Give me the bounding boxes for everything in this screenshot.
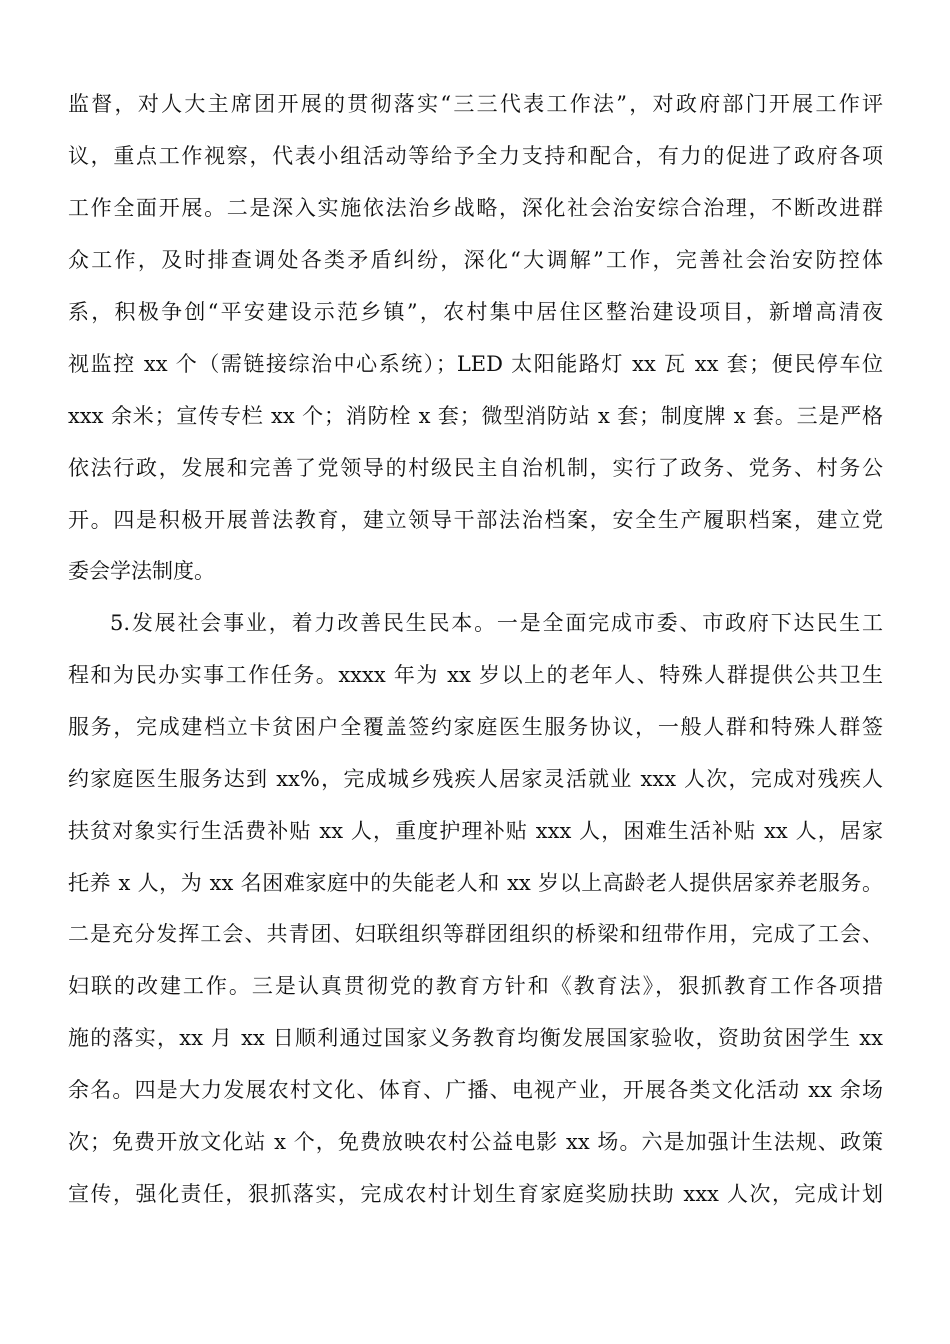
- text-line: 依法行政，发展和完善了党领导的村级民主自治机制，实行了政务、党务、村务公: [68, 456, 883, 480]
- text-line: 宣传，强化责任，狠抓落实，完成农村计划生育家庭奖励扶助 xxx 人次，完成计划: [68, 1182, 883, 1206]
- section-heading-line: 5.发展社会事业，着力改善民生民本。一是全面完成市委、市政府下达民生工: [110, 611, 883, 635]
- text-line: 二是充分发挥工会、共青团、妇联组织等群团组织的桥梁和纽带作用，完成了工会、: [68, 922, 883, 946]
- text-line: 工作全面开展。二是深入实施依法治乡战略，深化社会治安综合治理，不断改进群: [68, 196, 883, 220]
- text-line: 约家庭医生服务达到 xx%，完成城乡残疾人居家灵活就业 xxx 人次，完成对残疾人: [68, 767, 883, 791]
- text-line: 视监控 xx 个（需链接综治中心系统）；LED 太阳能路灯 xx 瓦 xx 套；便民停车位: [68, 352, 883, 376]
- text-line: 开。四是积极开展普法教育，建立领导干部法治档案，安全生产履职档案，建立党: [68, 508, 883, 532]
- text-line: 系，积极争创“平安建设示范乡镇”，农村集中居住区整治建设项目，新增高清夜: [68, 300, 883, 324]
- text-line: 扶贫对象实行生活费补贴 xx 人，重度护理补贴 xxx 人，困难生活补贴 xx 人，居家: [68, 819, 883, 843]
- text-line: 服务，完成建档立卡贫困户全覆盖签约家庭医生服务协议，一般人群和特殊人群签: [68, 715, 883, 739]
- text-line: 施的落实，xx 月 xx 日顺利通过国家义务教育均衡发展国家验收，资助贫困学生 xx: [68, 1026, 883, 1050]
- text-line: 托养 x 人，为 xx 名困难家庭中的失能老人和 xx 岁以上高龄老人提供居家养老服务。: [68, 871, 883, 895]
- text-line: 妇联的改建工作。三是认真贯彻党的教育方针和《教育法》，狠抓教育工作各项措: [68, 974, 883, 998]
- text-line: 监督，对人大主席团开展的贯彻落实“三三代表工作法”，对政府部门开展工作评: [68, 92, 883, 116]
- text-line: 余名。四是大力发展农村文化、体育、广播、电视产业，开展各类文化活动 xx 余场: [68, 1078, 883, 1102]
- text-line: 众工作，及时排查调处各类矛盾纠纷，深化“大调解”工作，完善社会治安防控体: [68, 248, 883, 272]
- text-line: 次；免费开放文化站 x 个，免费放映农村公益电影 xx 场。六是加强计生法规、政策: [68, 1130, 883, 1154]
- text-line: xxx 余米；宣传专栏 xx 个；消防栓 x 套；微型消防站 x 套；制度牌 x 套。三是严格: [68, 404, 883, 428]
- text-line: 委会学法制度。: [68, 559, 215, 583]
- text-line: 议，重点工作视察，代表小组活动等给予全力支持和配合，有力的促进了政府各项: [68, 144, 883, 168]
- text-line: 程和为民办实事工作任务。xxxx 年为 xx 岁以上的老年人、特殊人群提供公共卫生: [68, 663, 883, 687]
